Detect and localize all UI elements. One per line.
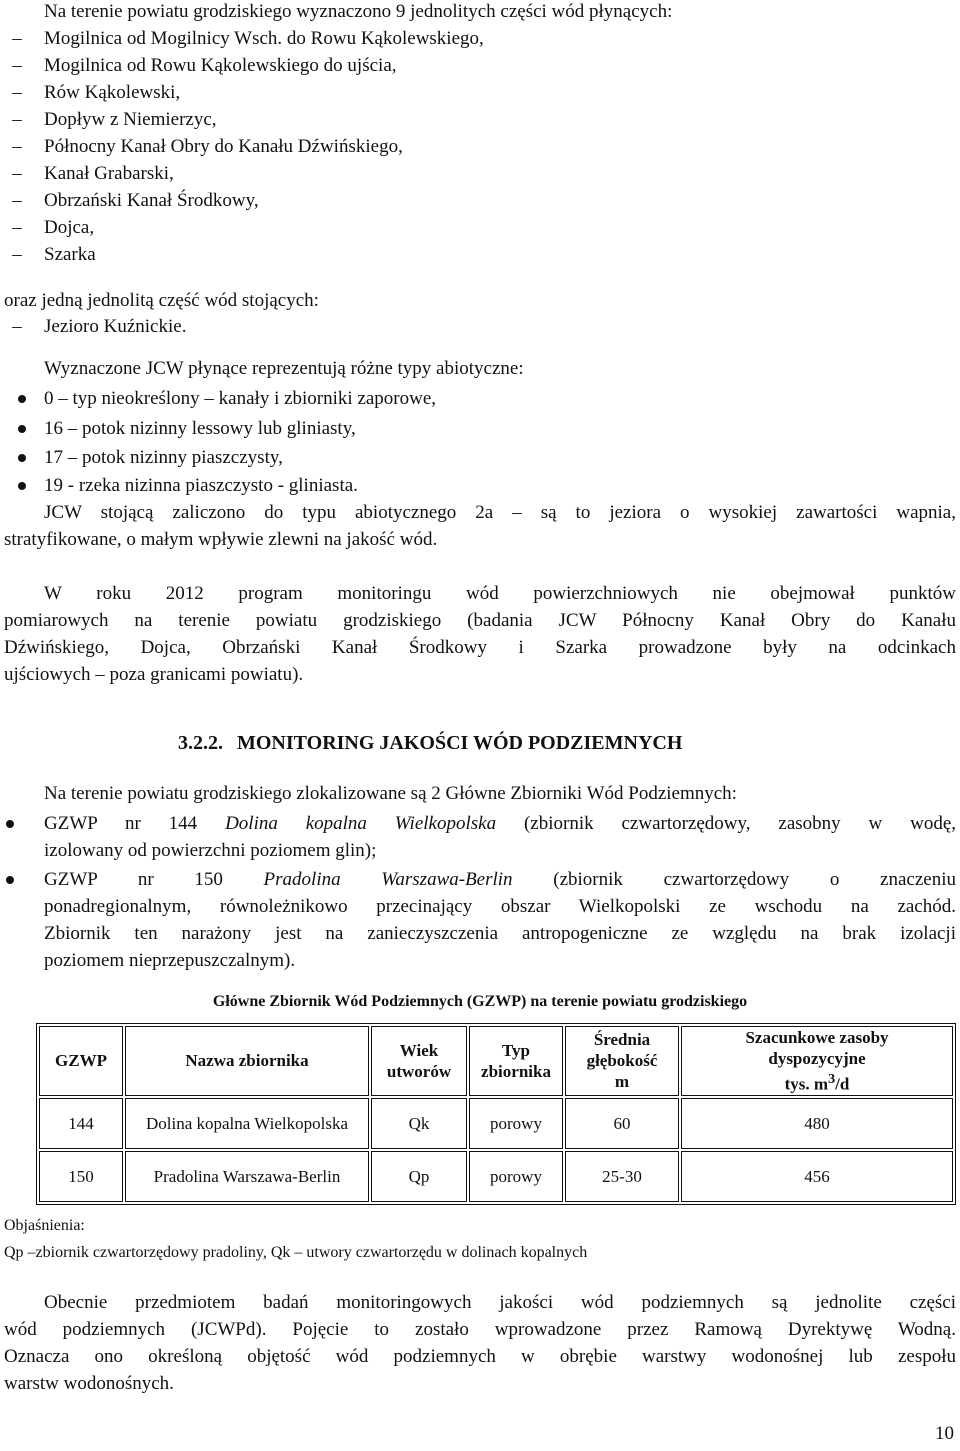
paragraph-line: JCW stojącą zaliczono do typu abiotycznego 2a – są to jeziora o wysokiej zawartości wapnia,: [44, 502, 956, 523]
page-number: 10: [935, 1423, 954, 1444]
list-item-text: Mogilnica od Rowu Kąkolewskiego do ujścia,: [44, 55, 397, 76]
notes-text: Qp –zbiornik czwartorzędowy pradoliny, Qk – utwory czwartorzędu w dolinach kopalnych: [4, 1244, 588, 1261]
list-item-text: Mogilnica od Mogilnicy Wsch. do Rowu Kąkolewskiego,: [44, 28, 484, 49]
dash-marker: –: [12, 163, 22, 184]
table-row: [39, 1151, 953, 1202]
table-row: [39, 1098, 953, 1149]
list-item-text: 19 - rzeka nizinna piaszczysto - gliniasta.: [44, 475, 358, 496]
section-number: 3.2.2.: [178, 732, 223, 754]
paragraph-line: ujściowych – poza granicami powiatu).: [4, 664, 304, 685]
paragraph-line: warstw wodonośnych.: [4, 1373, 174, 1394]
bullet-marker: [6, 876, 14, 884]
header-gzwp: GZWP: [39, 1026, 123, 1096]
list-item-text: Kanał Grabarski,: [44, 163, 174, 184]
list-item-text: Szarka: [44, 244, 96, 265]
gzwp-name: Dolina kopalna Wielkopolska: [225, 813, 497, 834]
table-cell: Pradolina Warszawa-Berlin: [125, 1151, 369, 1202]
table-cell: porowy: [469, 1098, 563, 1149]
gzwp-number: GZWP nr 144: [44, 813, 198, 834]
gzwp-item-line: [44, 866, 956, 893]
dash-marker: –: [12, 109, 22, 130]
gzwp-description: (zbiornik czwartorzędowy, zasobny w wodę,: [523, 813, 957, 834]
paragraph-line: Oznacza ono określoną objętość wód podziemnych w obrębie warstwy wodonośnej lub zespołu: [4, 1346, 956, 1367]
table-cell: 144: [39, 1098, 123, 1149]
paragraph-line: Dźwińskiego, Dojca, Obrzański Kanał Środkowy i Szarka prowadzone były na odcinkach: [4, 637, 956, 658]
table-cell: 60: [565, 1098, 679, 1149]
table-caption: Główne Zbiornik Wód Podziemnych (GZWP) na terenie powiatu grodziskiego: [212, 993, 748, 1010]
header-type: Typ zbiornika: [469, 1026, 563, 1096]
list-item-text: Obrzański Kanał Środkowy,: [44, 190, 259, 211]
section-title: MONITORING JAKOŚCI WÓD PODZIEMNYCH: [237, 732, 683, 754]
table-cell: porowy: [469, 1151, 563, 1202]
header-name: Nazwa zbiornika: [125, 1026, 369, 1096]
table-cell: 25-30: [565, 1151, 679, 1202]
table-cell: 150: [39, 1151, 123, 1202]
paragraph-line: wód podziemnych (JCWPd). Pojęcie to zostało wprowadzone przez Ramową Dyrektywę Wodną.: [4, 1319, 956, 1340]
gzwp-item-line: izolowany od powierzchni poziomem glin);: [44, 840, 377, 861]
dash-marker: –: [12, 55, 22, 76]
bullet-marker: [18, 482, 26, 490]
dash-marker: –: [12, 217, 22, 238]
dash-marker: –: [12, 82, 22, 103]
intro-text: Na terenie powiatu grodziskiego wyznaczono 9 jednolitych części wód płynących:: [44, 1, 673, 22]
types-intro-text: Wyznaczone JCW płynące reprezentują różne typy abiotyczne:: [44, 358, 524, 379]
bullet-marker: [18, 454, 26, 462]
bullet-marker: [18, 425, 26, 433]
table-cell: 480: [681, 1098, 953, 1149]
header-resources: Szacunkowe zasoby dyspozycyjne tys. $m^3/d$: [681, 1026, 953, 1096]
list-item-text: Północny Kanał Obry do Kanału Dźwińskiego,: [44, 136, 403, 157]
dash-marker: –: [12, 28, 22, 49]
list-item-text: 16 – potok nizinny lessowy lub gliniasty,: [44, 418, 356, 439]
gzwp-item-line: Zbiornik ten narażony jest na zanieczyszczenia antropogeniczne ze względu na brak izolacji: [44, 923, 956, 944]
dash-marker: –: [12, 136, 22, 157]
gzwp-item-line: ponadregionalnym, równoleżnikowo przecinający obszar Wielkopolski ze wschodu na zachód.: [44, 896, 956, 917]
paragraph-line: pomiarowych na terenie powiatu grodziskiego (badania JCW Północny Kanał Obry do Kanału: [4, 610, 956, 631]
paragraph-line: Obecnie przedmiotem badań monitoringowych jakości wód podziemnych są jednolite części: [44, 1292, 956, 1313]
table-header-row: [39, 1026, 953, 1096]
header-age: Wiek utworów: [371, 1026, 467, 1096]
list-item-text: 17 – potok nizinny piaszczysty,: [44, 447, 283, 468]
dash-marker: –: [12, 316, 22, 337]
gzwp-item-line: [44, 810, 956, 837]
notes-label: Objaśnienia:: [4, 1217, 85, 1234]
list-item-text: Jezioro Kuźnickie.: [44, 316, 187, 337]
gzwp-intro-text: Na terenie powiatu grodziskiego zlokalizowane są 2 Główne Zbiorniki Wód Podziemnych:: [44, 783, 737, 804]
section-heading: [178, 730, 682, 757]
table-cell: Qk: [371, 1098, 467, 1149]
paragraph-line: W roku 2012 program monitoringu wód powierzchniowych nie obejmował punktów: [44, 583, 956, 604]
gzwp-name: Pradolina Warszawa-Berlin: [263, 869, 513, 890]
table-cell: Dolina kopalna Wielkopolska: [125, 1098, 369, 1149]
paragraph-line: stratyfikowane, o małym wpływie zlewni na jakość wód.: [4, 529, 438, 550]
table-cell: 456: [681, 1151, 953, 1202]
bullet-marker: [18, 395, 26, 403]
standing-intro-text: oraz jedną jednolitą część wód stojących:: [4, 290, 319, 311]
list-item-text: Dojca,: [44, 217, 95, 238]
gzwp-description: (zbiornik czwartorzędowy o znaczeniu: [553, 869, 956, 890]
gzwp-number: GZWP nr 150: [44, 869, 223, 890]
gzwp-table: [36, 1023, 956, 1205]
list-item-text: 0 – typ nieokreślony – kanały i zbiorniki zaporowe,: [44, 388, 437, 409]
gzwp-item-line: poziomem nieprzepuszczalnym).: [44, 950, 296, 971]
list-item-text: Rów Kąkolewski,: [44, 82, 181, 103]
dash-marker: –: [12, 244, 22, 265]
table-cell: Qp: [371, 1151, 467, 1202]
dash-marker: –: [12, 190, 22, 211]
list-item-text: Dopływ z Niemierzyc,: [44, 109, 217, 130]
bullet-marker: [6, 820, 14, 828]
header-depth: Średnia głębokość m: [565, 1026, 679, 1096]
